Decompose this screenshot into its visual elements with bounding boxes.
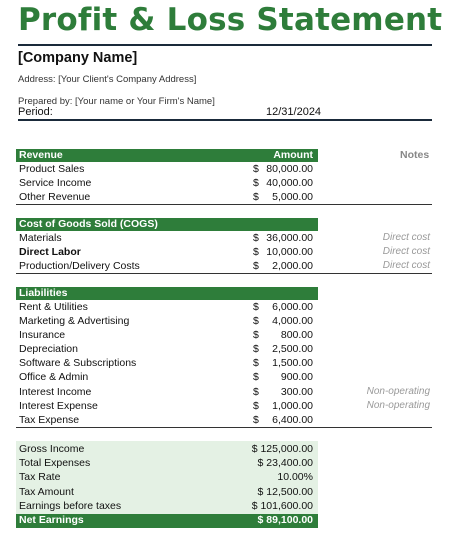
row-label: Tax Expense xyxy=(19,414,80,426)
row-label: Interest Income xyxy=(19,386,92,398)
currency-symbol: $ xyxy=(253,386,259,398)
currency-symbol: $ xyxy=(253,246,259,258)
summary-value: $ 125,000.00 xyxy=(251,443,313,455)
currency-symbol: $ xyxy=(253,357,259,369)
currency-symbol: $ xyxy=(253,163,259,175)
row-label: Service Income xyxy=(19,177,92,189)
row-amount: 800.00 xyxy=(280,329,313,341)
row-note: Direct cost xyxy=(382,232,430,243)
summary-value: $ 12,500.00 xyxy=(257,486,313,498)
currency-symbol: $ xyxy=(253,260,259,272)
currency-symbol: $ xyxy=(253,400,259,412)
table-row xyxy=(16,329,318,343)
summary-label: Gross Income xyxy=(19,443,85,455)
row-amount: 1,000.00 xyxy=(272,400,313,412)
currency-symbol: $ xyxy=(253,191,259,203)
period-value: 12/31/2024 xyxy=(266,106,322,118)
currency-symbol: $ xyxy=(253,315,259,327)
currency-symbol: $ xyxy=(253,343,259,355)
summary-label: Total Expenses xyxy=(19,457,91,469)
row-label: Software & Subscriptions xyxy=(19,357,137,369)
row-note: Direct cost xyxy=(382,246,430,257)
amount-header-label: Amount xyxy=(273,149,313,161)
currency-symbol: $ xyxy=(253,232,259,244)
table-row xyxy=(16,315,318,329)
cogs-header xyxy=(16,218,318,231)
liabilities-header-label: Liabilities xyxy=(19,287,68,299)
summary-label: Tax Rate xyxy=(19,471,61,483)
row-amount: 2,000.00 xyxy=(272,260,313,272)
row-label: Materials xyxy=(19,232,62,244)
currency-symbol: $ xyxy=(253,177,259,189)
section-divider xyxy=(16,273,432,274)
row-amount: 6,400.00 xyxy=(272,414,313,426)
row-amount: 10,000.00 xyxy=(266,246,313,258)
table-row xyxy=(16,191,318,205)
row-amount: 40,000.00 xyxy=(266,177,313,189)
prepared-by: Prepared by: [Your name or Your Firm's Name] xyxy=(18,96,215,107)
revenue-header-label: Revenue xyxy=(19,149,63,161)
row-label: Other Revenue xyxy=(19,191,91,203)
row-amount: 300.00 xyxy=(280,386,313,398)
row-label: Depreciation xyxy=(19,343,78,355)
row-label: Marketing & Advertising xyxy=(19,315,130,327)
period-label: Period: xyxy=(18,106,53,118)
summary-label: Tax Amount xyxy=(19,486,74,498)
page-title: Profit & Loss Statement xyxy=(18,2,443,38)
row-amount: 36,000.00 xyxy=(266,232,313,244)
table-row xyxy=(16,371,318,385)
summary-row xyxy=(16,457,318,471)
table-row xyxy=(16,177,318,191)
cogs-header-label: Cost of Goods Sold (COGS) xyxy=(19,218,158,230)
header-divider xyxy=(18,119,432,121)
row-amount: 900.00 xyxy=(280,371,313,383)
summary-value: $ 23,400.00 xyxy=(257,457,313,469)
row-label: Production/Delivery Costs xyxy=(19,260,140,272)
row-note: Non-operating xyxy=(366,386,430,397)
table-row xyxy=(16,260,318,274)
summary-row xyxy=(16,500,318,514)
currency-symbol: $ xyxy=(253,301,259,313)
revenue-header xyxy=(16,149,318,162)
row-amount: 6,000.00 xyxy=(272,301,313,313)
title-divider xyxy=(18,44,432,46)
row-label: Interest Expense xyxy=(19,400,98,412)
row-amount: 4,000.00 xyxy=(272,315,313,327)
row-note: Non-operating xyxy=(366,400,430,411)
row-note: Direct cost xyxy=(382,260,430,271)
table-row xyxy=(16,246,318,260)
table-row xyxy=(16,343,318,357)
section-divider xyxy=(16,204,432,205)
currency-symbol: $ xyxy=(253,414,259,426)
company-name: [Company Name] xyxy=(18,50,138,66)
row-label: Direct Labor xyxy=(19,246,81,258)
currency-symbol: $ xyxy=(253,329,259,341)
row-label: Product Sales xyxy=(19,163,85,175)
summary-row xyxy=(16,443,318,457)
row-label: Office & Admin xyxy=(19,371,89,383)
row-amount: 80,000.00 xyxy=(266,163,313,175)
row-label: Rent & Utilities xyxy=(19,301,88,313)
table-row xyxy=(16,301,318,315)
table-row xyxy=(16,400,318,414)
table-row xyxy=(16,414,318,428)
table-row xyxy=(16,163,318,177)
row-amount: 1,500.00 xyxy=(272,357,313,369)
summary-value: $ 101,600.00 xyxy=(251,500,313,512)
currency-symbol: $ xyxy=(253,371,259,383)
net-earnings-value: $ 89,100.00 xyxy=(257,514,313,526)
summary-row xyxy=(16,486,318,500)
table-row xyxy=(16,357,318,371)
table-row xyxy=(16,232,318,246)
row-label: Insurance xyxy=(19,329,66,341)
section-divider xyxy=(16,427,432,428)
summary-row xyxy=(16,471,318,485)
table-row xyxy=(16,386,318,400)
summary-value: 10.00% xyxy=(277,471,313,483)
net-earnings-row xyxy=(16,514,318,528)
company-address: Address: [Your Client's Company Address] xyxy=(18,74,197,85)
liabilities-header xyxy=(16,287,318,300)
row-amount: 2,500.00 xyxy=(272,343,313,355)
notes-header: Notes xyxy=(400,149,430,161)
summary-label: Earnings before taxes xyxy=(19,500,122,512)
net-earnings-label: Net Earnings xyxy=(19,514,84,526)
row-amount: 5,000.00 xyxy=(272,191,313,203)
